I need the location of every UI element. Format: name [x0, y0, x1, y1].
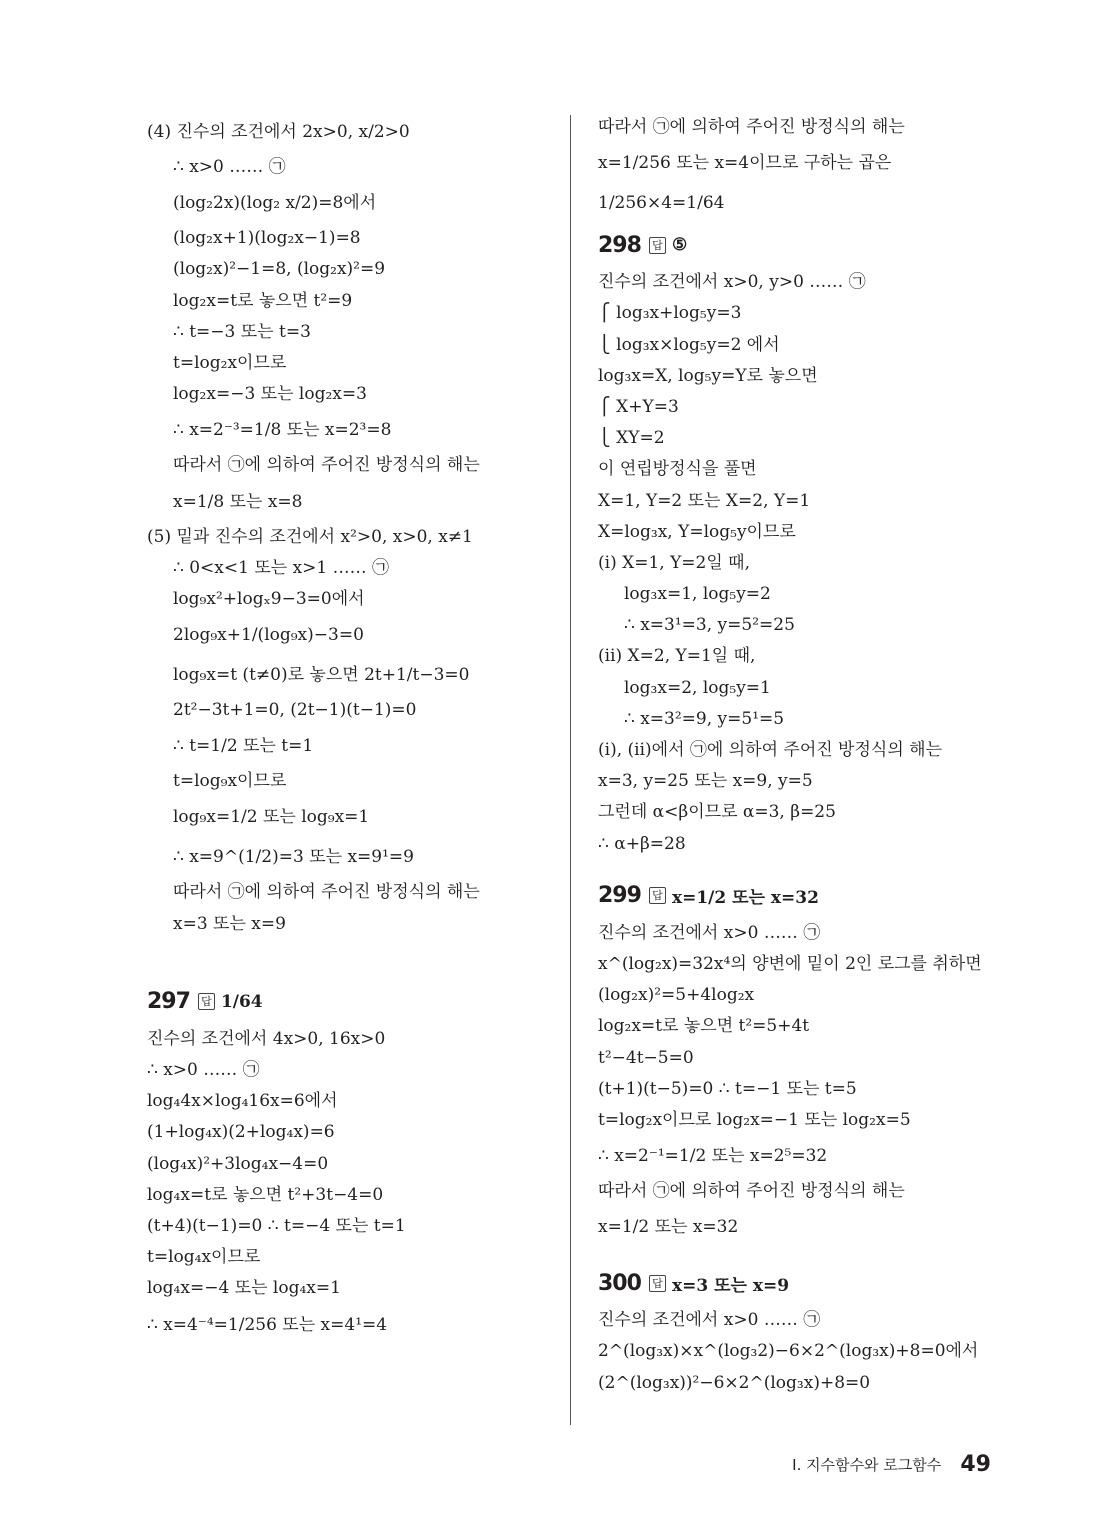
column-divider [570, 115, 571, 1425]
solution-line: ∴ x=3¹=3, y=5²=25 [624, 615, 795, 636]
answer-value: x=3 또는 x=9 [671, 1275, 790, 1296]
solution-line: log₄x=−4 또는 log₄x=1 [147, 1278, 341, 1299]
solution-line: 2t²−3t+1=0, (2t−1)(t−1)=0 [173, 700, 417, 721]
problem-header [598, 874, 998, 918]
problem-header [598, 1261, 998, 1305]
page-footer [792, 1452, 991, 1477]
solution-line: ∴ x=2⁻¹=1/2 또는 x=2⁵=32 [598, 1146, 828, 1167]
answer-mark-icon: 답 [198, 993, 215, 1010]
solution-line: (log₂x+1)(log₂x−1)=8 [173, 228, 361, 249]
solution-line: X=log₃x, Y=log₅y이므로 [598, 521, 796, 542]
solution-line: t=log₉x이므로 [173, 771, 287, 792]
solution-line: 진수의 조건에서 4x>0, 16x>0 [147, 1028, 386, 1049]
solution-line: 따라서 ㉠에 의하여 주어진 방정식의 해는 [598, 117, 905, 137]
solution-line: 진수의 조건에서 x>0 …… ㉠ [598, 1310, 821, 1331]
solution-line: x=1/8 또는 x=8 [173, 491, 303, 512]
solution-line: (log₂2x)(log₂ x/2)=8에서 [173, 193, 377, 214]
solution-line: x=1/256 또는 x=4이므로 구하는 곱은 [598, 153, 892, 174]
solution-line: (ⅰ), (ⅱ)에서 ㉠에 의하여 주어진 방정식의 해는 [598, 740, 942, 760]
solution-line: log₃x=1, log₅y=2 [624, 584, 771, 605]
solution-line: t=log₂x이므로 [173, 352, 287, 373]
answer-mark-icon: 답 [649, 237, 666, 254]
solution-line: x^(log₂x)=32x⁴의 양변에 밑이 2인 로그를 취하면 [598, 953, 982, 974]
solution-line: ∴ x>0 …… ㉠ [147, 1060, 260, 1080]
solution-line: t=log₂x이므로 log₂x=−1 또는 log₂x=5 [598, 1109, 911, 1130]
solution-line: x=1/2 또는 x=32 [598, 1217, 739, 1238]
answer-value: ⑤ [671, 235, 688, 256]
solution-line: X=1, Y=2 또는 X=2, Y=1 [598, 490, 811, 511]
solution-line: 1/256×4=1/64 [598, 193, 725, 214]
solution-line: log₂x=t로 놓으면 t²=9 [173, 290, 353, 311]
solution-line: (ⅰ) X=1, Y=2일 때, [598, 552, 751, 573]
solution-line: t²−4t−5=0 [598, 1047, 694, 1068]
solution-line: 진수의 조건에서 x>0 …… ㉠ [598, 922, 821, 943]
problem-number: 300 [598, 1270, 641, 1296]
section-gap [147, 940, 557, 980]
solution-line: log₉x=1/2 또는 log₉x=1 [173, 807, 370, 828]
problem-header [147, 980, 557, 1024]
solution-line: x=3, y=25 또는 x=9, y=5 [598, 771, 813, 792]
solution-line: (2^(log₃x))²−6×2^(log₃x)+8=0 [598, 1372, 871, 1393]
solution-line: log₄x=t로 놓으면 t²+3t−4=0 [147, 1184, 384, 1205]
solution-line: ⎧ X+Y=3 [598, 396, 679, 417]
solution-line: (4) 진수의 조건에서 2x>0, x/2>0 [147, 122, 410, 142]
solution-line: (log₄x)²+3log₄x−4=0 [147, 1153, 329, 1174]
problem-number: 298 [598, 232, 641, 258]
problem-number: 297 [147, 989, 190, 1015]
solution-line: x=3 또는 x=9 [173, 913, 286, 934]
answer-mark-icon: 답 [649, 1275, 666, 1292]
solution-line: 따라서 ㉠에 의하여 주어진 방정식의 해는 [598, 1181, 905, 1202]
solution-line: log₄4x×log₄16x=6에서 [147, 1091, 338, 1112]
solution-line: (log₂x)²=5+4log₂x [598, 985, 755, 1006]
solution-line: 그런데 α<β이므로 α=3, β=25 [598, 802, 836, 823]
solution-line: (log₂x)²−1=8, (log₂x)²=9 [173, 259, 386, 280]
solution-line: (5) 밑과 진수의 조건에서 x²>0, x>0, x≠1 [147, 526, 473, 547]
solution-line: 진수의 조건에서 x>0, y>0 …… ㉠ [598, 272, 866, 293]
left-column [147, 112, 557, 1345]
solution-line: (t+1)(t−5)=0 ∴ t=−1 또는 t=5 [598, 1078, 857, 1099]
solution-line: ⎩ XY=2 [598, 428, 665, 449]
solution-line: log₉x=t (t≠0)로 놓으면 2t+1/t−3=0 [173, 665, 470, 686]
solution-line: log₃x=2, log₅y=1 [624, 677, 771, 698]
solution-line: log₂x=−3 또는 log₂x=3 [173, 384, 367, 405]
solution-line: ∴ x>0 …… ㉠ [173, 157, 286, 177]
solution-line: ⎧ log₃x+log₅y=3 [598, 303, 742, 324]
solution-line: log₉x²+logₓ9−3=0에서 [173, 588, 365, 609]
solution-line: t=log₄x이므로 [147, 1247, 261, 1268]
solution-line: 따라서 ㉠에 의하여 주어진 방정식의 해는 [173, 455, 480, 476]
solution-line: ∴ α+β=28 [598, 833, 686, 854]
answer-value: x=1/2 또는 x=32 [671, 888, 819, 909]
solution-line: log₃x=X, log₅y=Y로 놓으면 [598, 365, 818, 386]
solution-line: ∴ x=4⁻⁴=1/256 또는 x=4¹=4 [147, 1314, 388, 1335]
section-gap [598, 1247, 998, 1261]
solution-line: 2^(log₃x)×x^(log₃2)−6×2^(log₃x)+8=0에서 [598, 1341, 979, 1362]
answer-value: 1/64 [220, 991, 263, 1012]
section-gap [598, 860, 998, 874]
solution-line: 따라서 ㉠에 의하여 주어진 방정식의 해는 [173, 882, 480, 903]
solution-line: ∴ x=9^(1/2)=3 또는 x=9¹=9 [173, 847, 414, 868]
solution-line: (ⅱ) X=2, Y=1일 때, [598, 646, 756, 667]
solution-line: ∴ t=1/2 또는 t=1 [173, 736, 314, 757]
right-column [598, 112, 998, 1399]
problem-header [598, 223, 998, 267]
solution-line: log₂x=t로 놓으면 t²=5+4t [598, 1016, 810, 1037]
page-number: 49 [960, 1452, 991, 1477]
solution-line: (t+4)(t−1)=0 ∴ t=−4 또는 t=1 [147, 1215, 406, 1236]
solution-line: (1+log₄x)(2+log₄x)=6 [147, 1122, 335, 1143]
solution-line: ∴ t=−3 또는 t=3 [173, 321, 311, 342]
solution-line: ⎩ log₃x×log₅y=2 에서 [598, 334, 780, 355]
solution-line: 2log₉x+1/(log₉x)−3=0 [173, 625, 364, 646]
answer-mark-icon: 답 [649, 887, 666, 904]
solution-line: 이 연립방정식을 풀면 [598, 459, 757, 480]
solution-line: ∴ 0<x<1 또는 x>1 …… ㉠ [173, 557, 390, 578]
chapter-title: Ⅰ. 지수함수와 로그함수 [792, 1456, 942, 1474]
problem-number: 299 [598, 883, 641, 909]
solution-line: ∴ x=3²=9, y=5¹=5 [624, 708, 785, 729]
solution-line: ∴ x=2⁻³=1/8 또는 x=2³=8 [173, 420, 392, 441]
